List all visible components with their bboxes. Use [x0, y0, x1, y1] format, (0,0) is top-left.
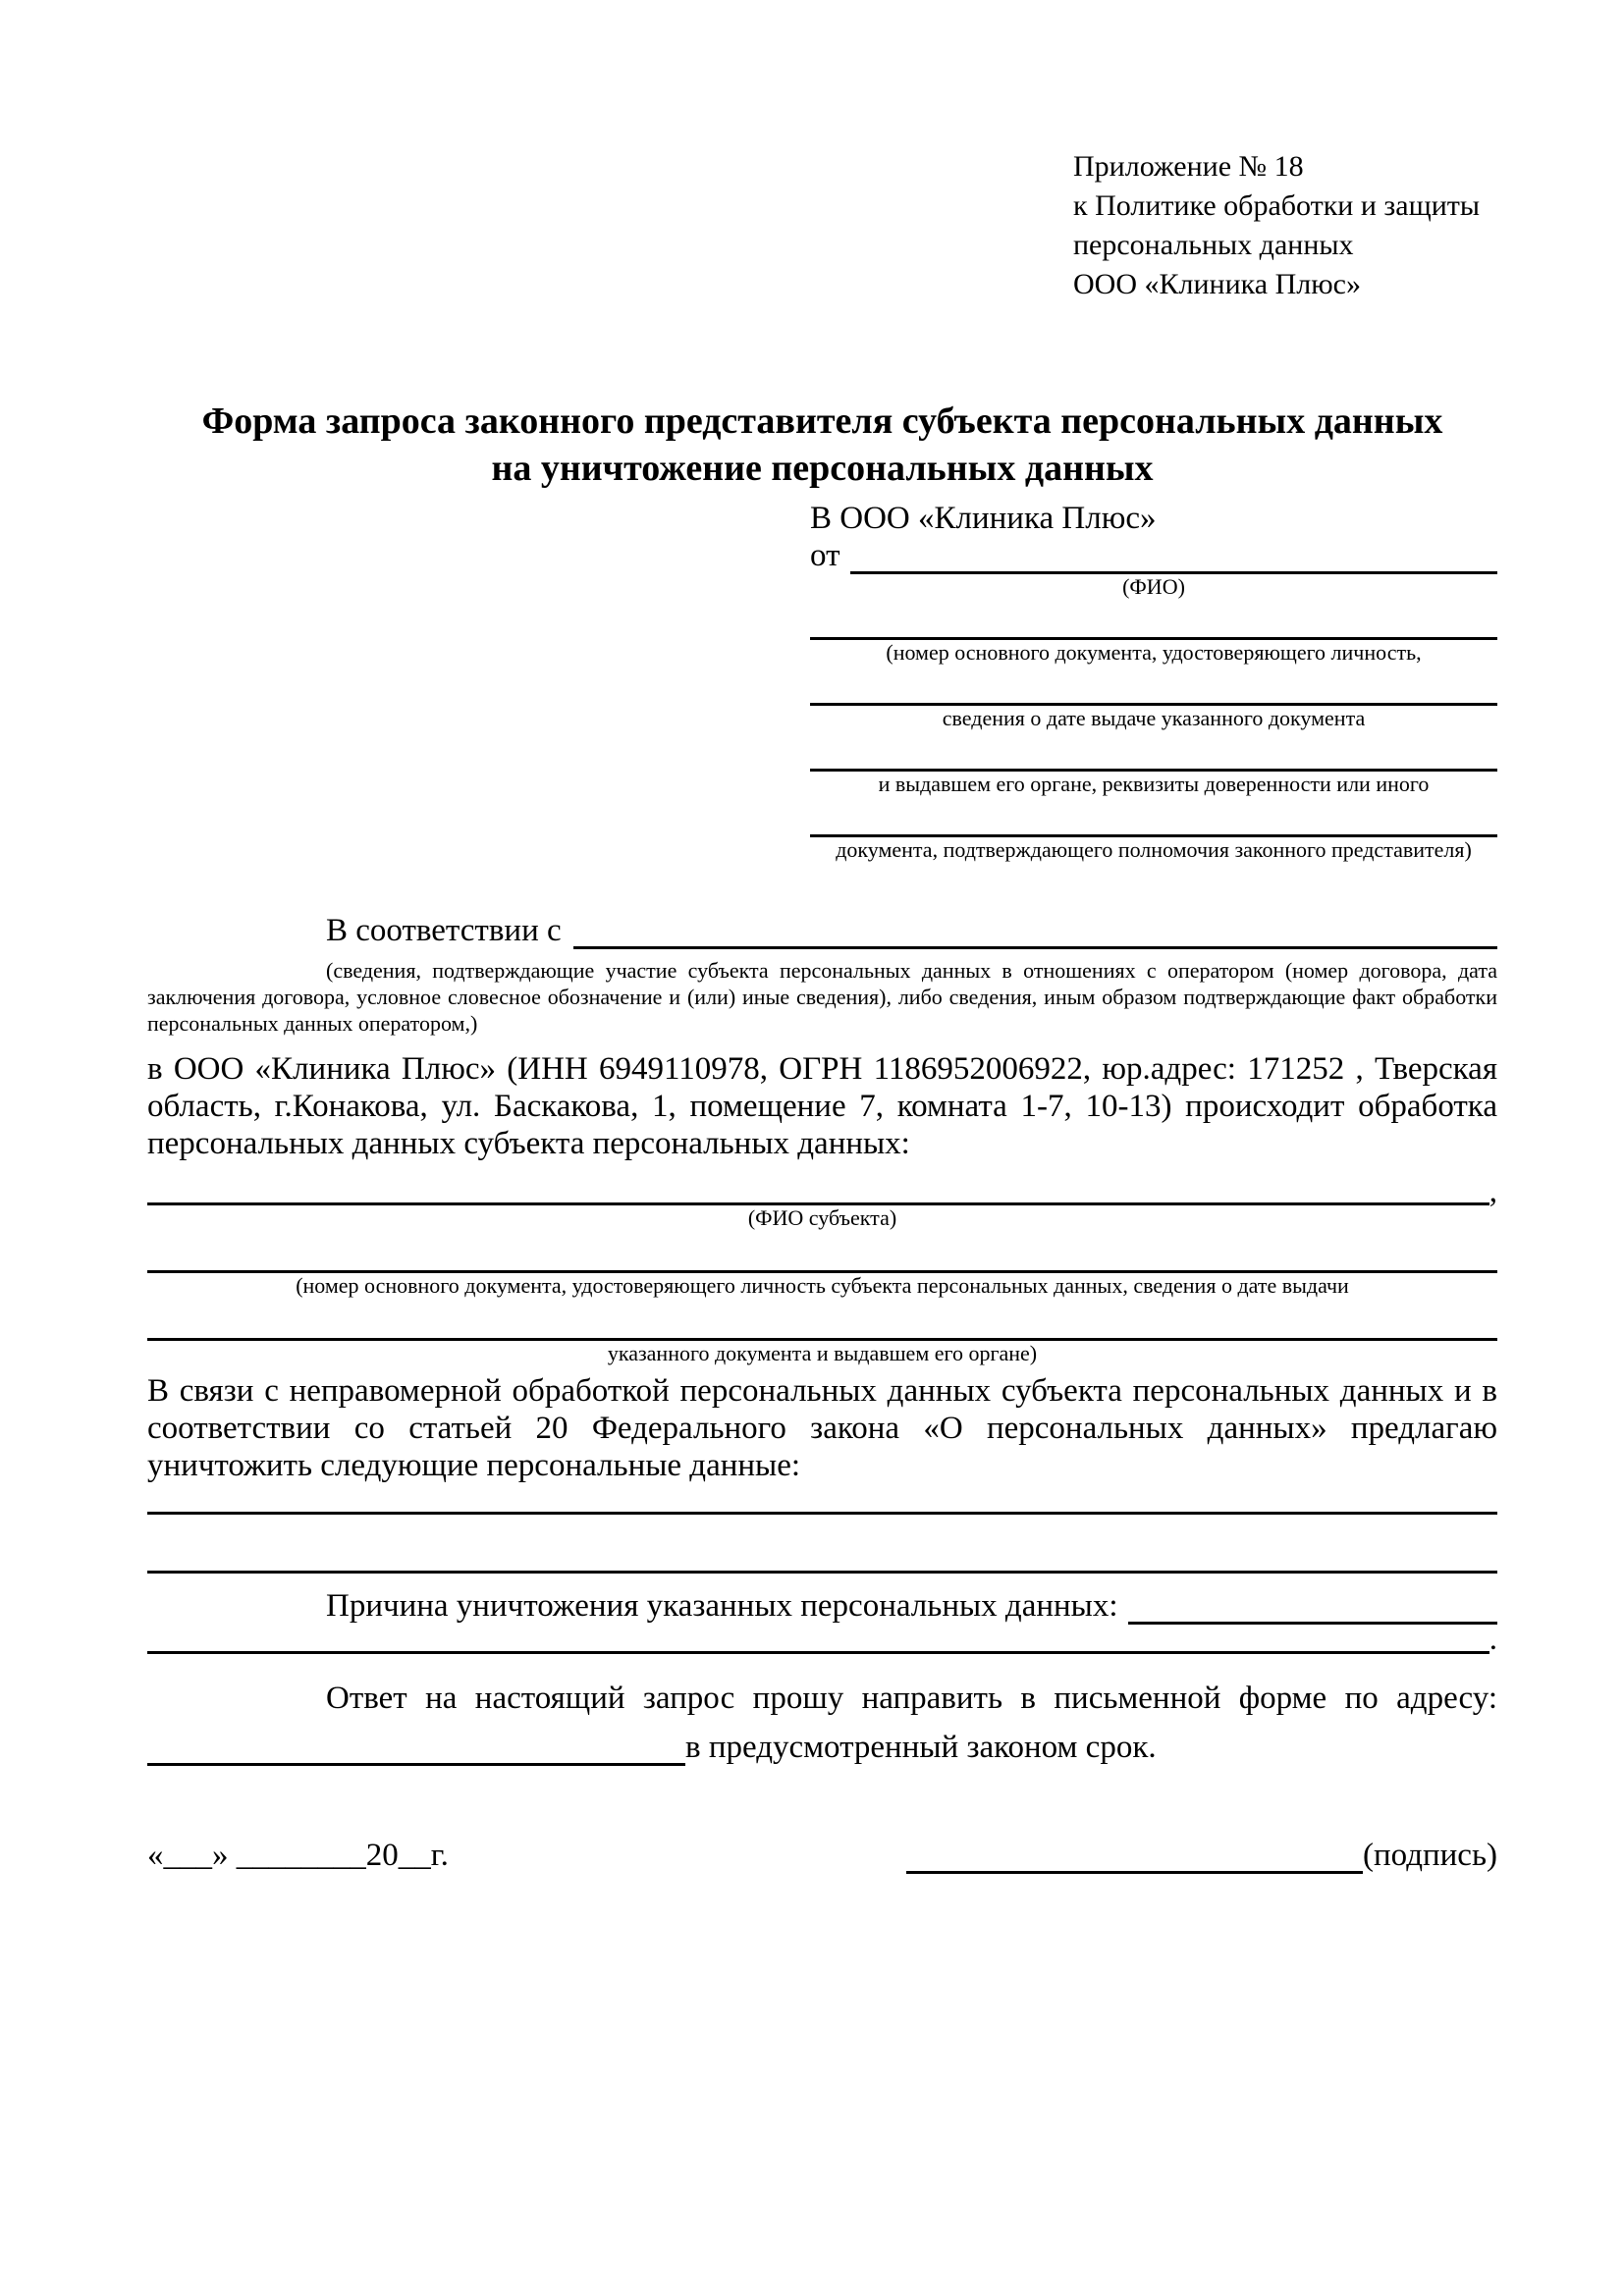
doc-field-caption: документа, подтверждающего полномочия законного представителя)	[836, 837, 1472, 862]
fio-caption: (ФИО)	[1122, 574, 1185, 599]
addressee-block	[810, 500, 1497, 863]
reason-continuation-line	[147, 1635, 1489, 1654]
from-blank-line	[850, 538, 1498, 574]
signature-line	[906, 1842, 1363, 1874]
accordance-label: В соответствии с	[326, 913, 562, 948]
addressee-org: В ООО «Клиника Плюс»	[810, 501, 1157, 536]
appendix-line: ООО «Клиника Плюс»	[1073, 268, 1361, 300]
subject-doc-line	[147, 1231, 1497, 1273]
from-label: от	[810, 538, 840, 573]
subject-trailing-comma: ,	[1489, 1174, 1497, 1209]
from-row	[810, 537, 1497, 574]
date-blank: «___» ________20__г.	[147, 1838, 449, 1873]
footer-row	[147, 1837, 1497, 1874]
blank-line-1	[147, 1484, 1497, 1515]
appendix-line: к Политике обработки и защиты	[1073, 189, 1481, 222]
subject-fio-row	[147, 1174, 1497, 1209]
operator-paragraph: в ООО «Клиника Плюс» (ИНН 6949110978, ОГРН 1186952006922, юр.адрес: 171252 , Тверская область, г.Конакова, ул. Баскакова, 1, помещение 7, комната 1-7, 10-13) происходит обработка персональных данных субъекта персональных данных:	[147, 1051, 1497, 1161]
response-address-row	[147, 1729, 1497, 1766]
reason-row	[147, 1587, 1497, 1625]
blank-line-2	[147, 1515, 1497, 1574]
accordance-blank-line	[573, 917, 1497, 949]
reason-continuation-row	[147, 1622, 1497, 1657]
reason-blank-line	[1128, 1592, 1497, 1625]
doc-field-line	[810, 600, 1497, 640]
subject-fio-caption: (ФИО субъекта)	[747, 1205, 897, 1230]
form-title	[147, 398, 1497, 492]
demand-paragraph: В связи с неправомерной обработкой персональных данных субъекта персональных данных и в соответствии со статьей 20 Федерального закона «О персональных данных» предлагаю уничтожить следующие персональные данные:	[147, 1373, 1497, 1483]
reason-label: Причина уничтожения указанных персональных данных:	[326, 1588, 1118, 1624]
accordance-row	[147, 912, 1497, 949]
response-address-line	[147, 1734, 685, 1766]
appendix-line: Приложение № 18	[1073, 150, 1304, 183]
subject-doc-line	[147, 1299, 1497, 1341]
accordance-note: (сведения, подтверждающие участие субъекта персональных данных в отношениях с оператором (номер договора, дата заключения договора, условное словесное обозначение и (или) иные сведения), либо сведения, иным образом подтверждающие факт обработки персональных данных оператором,)	[147, 958, 1497, 1036]
signature-caption: (подпись)	[1363, 1838, 1497, 1873]
form-title-line1: Форма запроса законного представителя субъекта персональных данных	[201, 400, 1443, 442]
subject-doc-caption: указанного документа и выдавшем его органе)	[607, 1341, 1038, 1365]
doc-field-caption: (номер основного документа, удостоверяющего личность,	[886, 640, 1422, 665]
signature-group	[906, 1837, 1497, 1874]
response-tail: в предусмотренный законом срок.	[685, 1730, 1157, 1765]
form-title-line2: на уничтожение персональных данных	[491, 448, 1154, 489]
doc-field-line	[810, 666, 1497, 706]
doc-field-caption: сведения о дате выдаче указанного документа	[942, 706, 1366, 730]
appendix-note	[1073, 147, 1497, 304]
response-line: Ответ на настоящий запрос прошу направить в письменной форме по адресу:	[326, 1681, 1497, 1716]
period-char: .	[1489, 1622, 1497, 1657]
doc-field-line	[810, 731, 1497, 772]
appendix-line: персональных данных	[1073, 229, 1354, 261]
doc-field-line	[810, 797, 1497, 837]
doc-field-caption: и выдавшем его органе, реквизиты доверенности или иного	[878, 772, 1430, 796]
subject-doc-caption: (номер основного документа, удостоверяющего личность субъекта персональных данных, сведения о дате выдачи	[296, 1273, 1349, 1298]
subject-fio-line	[147, 1187, 1489, 1205]
